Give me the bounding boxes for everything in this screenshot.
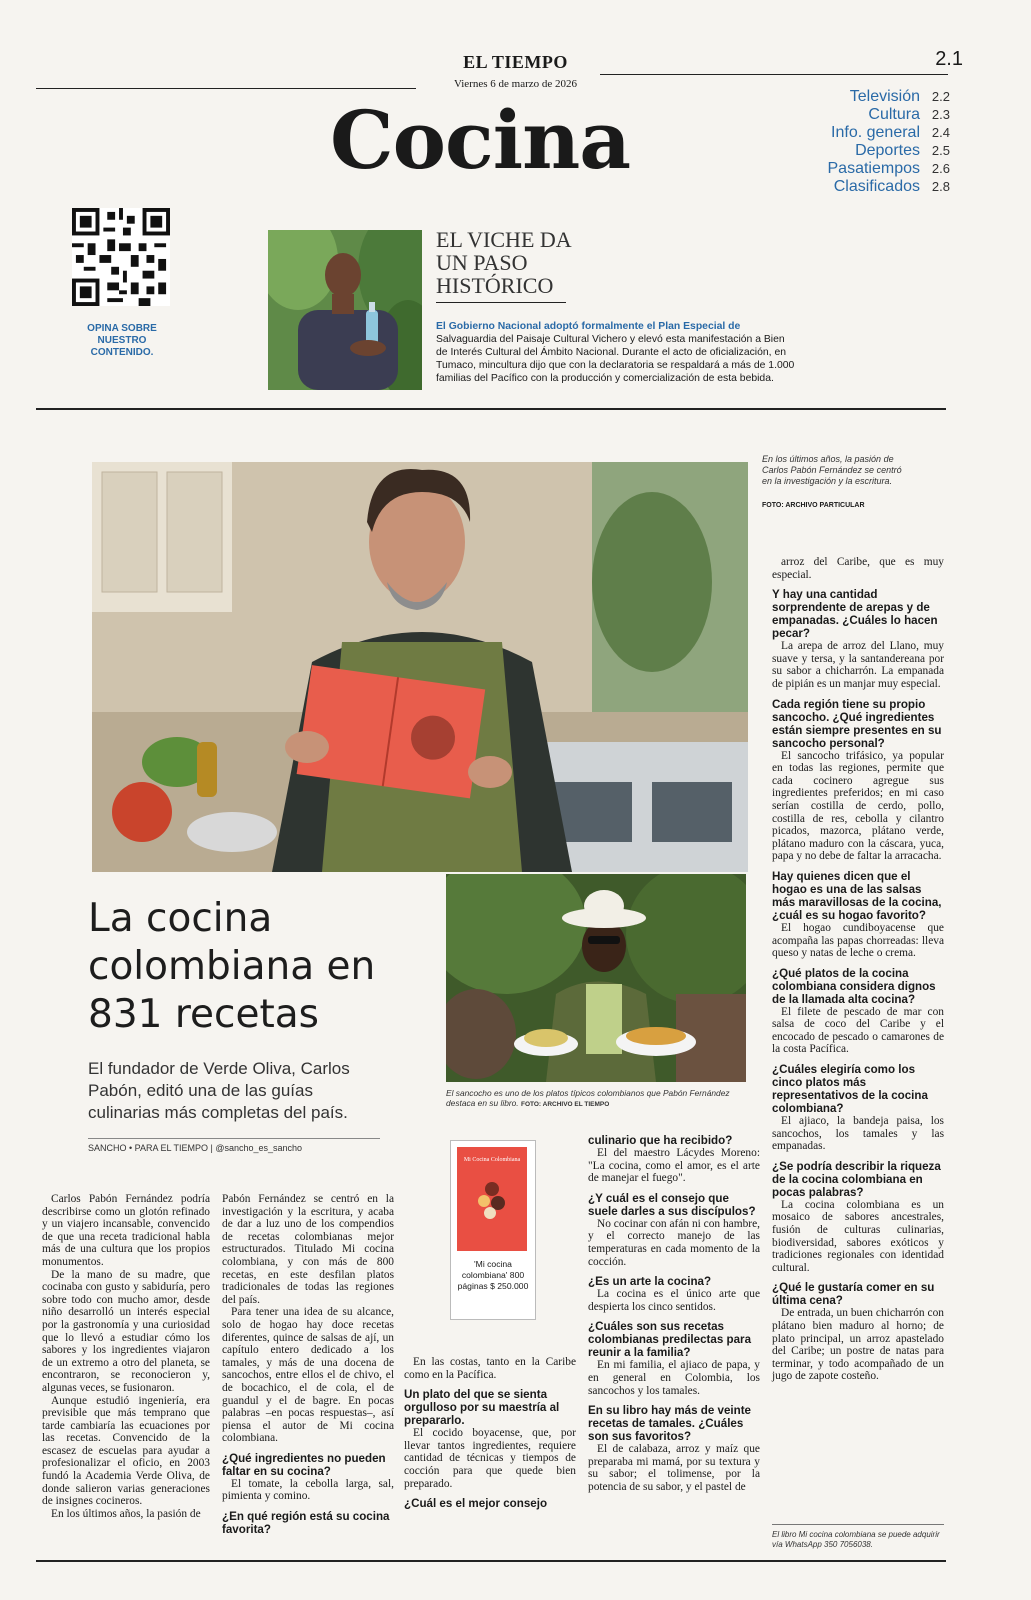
interview-answer: El filete de pescado de mar con salsa de coco del Caribe y el encocado de pescado o camarones de la costa Pacífica. [772, 1005, 944, 1056]
interview-question: ¿Qué platos de la cocina colombiana considera dignos de la llamada alta cocina? [772, 966, 936, 1006]
interview-answer: El tomate, la cebolla larga, sal, pimienta y comino. [222, 1477, 394, 1503]
interview-answer: El sancocho trifásico, ya popular en todas las regiones, permite que cada cocinero agregue sus ingredientes preferidos; en mi caso serían costilla de cerdo, pollo, costilla de res, cebolla y cilantro picados, mazorca, plátano verde, plátano maduro con la cáscara, yuca, papa y no debe de faltar la arracacha. [772, 749, 944, 863]
section-divider [36, 408, 946, 410]
page-bottom-rule [36, 1560, 946, 1562]
interview-question: ¿Se podría describir la riqueza de la cocina colombiana en pocas palabras? [772, 1159, 941, 1199]
qr-code-icon[interactable] [72, 208, 170, 306]
interview-answer: No cocinar con afán ni con hambre, y el correcto manejo de las temperaturas en cada momento de la cocción. [588, 1217, 760, 1268]
interview-answer: En mi familia, el ajiaco de papa, y en general en Colombia, los sancochos y los tamales. [588, 1359, 760, 1397]
teaser-text [436, 320, 796, 385]
interview-answer: De entrada, un buen chicharrón con plátano bien maduro al horno; de plato principal, un arroz apastelado del Caribe; un postre de natas para terminar, y todo acompañado de un jugo de zapote costeño. [772, 1307, 944, 1383]
article-byline: SANCHO • PARA EL TIEMPO | @sancho_es_sancho [88, 1143, 303, 1153]
article-column-2 [222, 1193, 394, 1536]
index-item[interactable]: Clasificados 2.8 [833, 178, 950, 195]
interview-question: ¿Y cuál es el consejo que suele darles a sus discípulos? [588, 1191, 756, 1218]
header-rule-right [600, 74, 948, 75]
interview-question: ¿En qué región está su cocina favorita? [222, 1510, 390, 1537]
interview-answer: El ajiaco, la bandeja paisa, los sancochos, los tamales y las empanadas. [772, 1115, 944, 1153]
interview-question: ¿Es un arte la cocina? [588, 1275, 712, 1289]
interview-answer: El de calabaza, arroz y maíz que preparaba mi mamá, por su textura y su sabor; el tolimense, por la potencia de su sabor, y el pastel de [588, 1443, 760, 1493]
interview-question: ¿Cuáles son sus recetas colombianas predilectas para reunir a la familia? [588, 1320, 752, 1360]
interview-question: ¿Cuáles elegiría como los cinco platos más representativos de la cocina colombiana? [772, 1063, 928, 1116]
interview-answer: En las costas, tanto en la Caribe como en la Pacífica. [404, 1356, 576, 1381]
interview-question: ¿Qué le gustaría comer en su última cena? [772, 1281, 935, 1308]
index-item[interactable]: Deportes 2.5 [855, 142, 950, 159]
paragraph: Aunque estudió ingeniería, era previsible que más temprano que tarde cambiaría las ecuaciones por las recetas. Convencido de la escasez de escuelas para ayudar a profesionalizar el oficio, en 2003 fundó la Academia Verde Oliva, de donde salieron varias generaciones de insignes cocineros. [42, 1394, 210, 1508]
article-column-1 [42, 1193, 210, 1520]
teaser-body: Salvaguardia del Paisaje Cultural Vichero y elevó esta manifestación a Bien de Interés Cultural del Ámbito Nacional. Durante el acto de oficialización, en Tumaco, mincultura dijo que con la declaratoria se respaldará a más de 1.000 familias del Pacífico con la producción y comercialización de esta bebida. [436, 334, 795, 384]
issue-date: Viernes 6 de marzo de 2026 [453, 78, 578, 90]
interview-answer: La arepa de arroz del Llano, muy suave y tersa, y la santandereana por su sabor a chicharrón. La empanada de pipián es un manjar muy especial. [772, 640, 944, 690]
book-caption: 'Mi cocina colombiana' 800 páginas $ 250.000 [457, 1259, 529, 1291]
paragraph: Para tener una idea de su alcance, solo de hogao hay doce recetas diferentes, quince de salsas de ají, un capítulo entero dedicado a los tamales, y más de una docena de sancochos, entre ellos el de chivo, el de bocachico, el de cola, el de guandul y el de bagre. En pocas palabras –en pocas respuestas–, así piensa el autor de Mi cocina colombiana. [222, 1306, 394, 1445]
interview-answer: El cocido boyacense, que, por llevar tantos ingredientes, requiere cantidad de técnicas y tiempos de cocción para que quede bien preparado. [404, 1427, 576, 1490]
teaser-title: EL VICHE DA UN PASO HISTÓRICO [436, 227, 571, 298]
book-box [450, 1140, 536, 1320]
index-item[interactable]: Televisión 2.2 [849, 88, 950, 105]
interview-answer: El del maestro Lácydes Moreno: "La cocina, como el amor, es el arte de manejar el fuego". [588, 1147, 760, 1185]
qr-note: OPINA SOBRE NUESTRO CONTENIDO. [87, 323, 157, 358]
article-column-3 [404, 1356, 576, 1510]
paragraph: Pabón Fernández se centró en la investigación y la escritura, y acaba de dar a luz uno de los compendios de recetas colombianas mejor estructurados. Titulado Mi cocina colombiana, y con más de 800 recetas, en este desfilan platos tradicionales de todas las regiones del país. [222, 1193, 394, 1306]
book-illustration-icon [474, 1177, 510, 1221]
footer-note-rule [772, 1524, 944, 1525]
interview-answer: arroz del Caribe, que es muy especial. [772, 556, 944, 581]
paragraph: Carlos Pabón Fernández podría describirse como un glotón refinado y un viajero incansable, convencido de que una receta tradicional habla más de una cultura que los propios monumentos. [42, 1193, 210, 1268]
interview-question: Un plato del que se sienta orgulloso por su maestría al prepararlo. [404, 1388, 560, 1428]
interview-question: ¿Cuál es el mejor consejo [404, 1497, 548, 1511]
index-item[interactable]: Pasatiempos 2.6 [827, 160, 950, 177]
teaser-rule [436, 302, 566, 303]
article-deck: El fundador de Verde Oliva, Carlos Pabón, editó una de las guías culinarias más completas del país. [88, 1059, 350, 1122]
footer-note: El libro Mi cocina colombiana se puede adquirir vía WhatsApp 350 7056038. [772, 1530, 940, 1549]
byline-rule [88, 1138, 380, 1139]
newspaper-name: EL TIEMPO [463, 52, 568, 72]
teaser-lead: El Gobierno Nacional adoptó formalmente el Plan Especial de [436, 321, 741, 332]
interview-answer: La cocina es el único arte que despierta los cinco sentidos. [588, 1288, 760, 1313]
paragraph: De la mano de su madre, que cocinaba con gusto y sabiduría, pero sobre todo con mucho amor, desde niño desarrolló un interés especial por la gastronomía y una curiosidad que lo llevó a estudiar cómo los sabores y los ingredientes viajaron de un extremo a otro del planeta, se encontraron, se reconocieron y, algunas veces, se fusionaron. [42, 1268, 210, 1394]
interview-answer: La cocina colombiana es un mosaico de sabores ancestrales, fusión de culturas culinarias, biodiversidad, sabores exóticos y tradiciones regionales con identidad cultural. [772, 1198, 944, 1274]
interview-question: culinario que ha recibido? [588, 1134, 733, 1147]
article-column-5 [772, 556, 944, 1383]
main-photo [92, 462, 748, 872]
main-photo-caption: En los últimos años, la pasión de Carlos Pabón Fernández se centró en la investigación y la escritura. [762, 454, 902, 486]
section-title: Cocina [330, 93, 631, 187]
interview-answer: El hogao cundiboyacense que acompaña las papas chorreadas: lleva queso y natas de leche o crema. [772, 921, 944, 960]
interview-question: Hay quienes dicen que el hogao es una de las salsas más maravillosas de la cocina, ¿cuál es su hogao favorito? [772, 869, 942, 922]
article-column-4 [588, 1134, 760, 1494]
main-photo-credit: FOTO: ARCHIVO PARTICULAR [762, 502, 865, 509]
interview-question: Y hay una cantidad sorprendente de arepas y de empanadas. ¿Cuáles lo hacen pecar? [772, 588, 938, 641]
second-photo-caption: El sancocho es uno de los platos típicos colombianos que Pabón Fernández destaca en su libro. FOTO: ARCHIVO EL TIEMPO [446, 1088, 730, 1108]
book-cover: Mi Cocina Colombiana [457, 1147, 527, 1251]
article-headline: La cocina colombiana en 831 recetas [88, 896, 376, 1037]
second-photo [446, 874, 746, 1082]
section-index [790, 88, 950, 196]
teaser-photo [268, 230, 422, 390]
page-number: 2.1 [935, 48, 963, 70]
interview-question: En su libro hay más de veinte recetas de tamales. ¿Cuáles son sus favoritos? [588, 1404, 752, 1444]
paragraph: En los últimos años, la pasión de [51, 1507, 201, 1520]
interview-question: Cada región tiene su propio sancocho. ¿Qué ingredientes están siempre presentes en su sancocho personal? [772, 697, 942, 750]
interview-question: ¿Qué ingredientes no pueden faltar en su cocina? [222, 1451, 386, 1478]
index-item[interactable]: Info. general 2.4 [831, 124, 950, 141]
index-item[interactable]: Cultura 2.3 [868, 106, 950, 123]
